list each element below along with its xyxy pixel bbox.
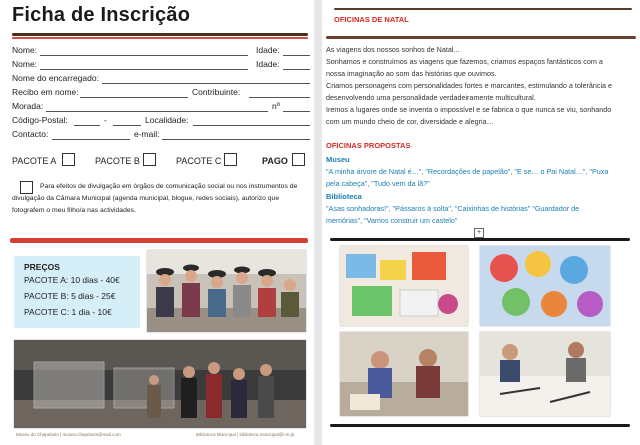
- intro-line-5: desenvolvendo uma personalidade verdadeiramente multicultural.: [326, 93, 536, 102]
- workshop-craft-photo-1: [340, 246, 468, 326]
- pacote-b-checkbox[interactable]: [143, 153, 156, 166]
- footer-museu-name: Museu do Chapelaria: [16, 432, 59, 437]
- price-pacote-c: PACOTE C: 1 dia - 10€: [24, 307, 112, 317]
- morada-input[interactable]: [46, 111, 268, 112]
- form-title: Ficha de Inscrição: [12, 4, 191, 26]
- consent-line-1: Para efeitos de divulgação em órgãos de comunicação social ou nos instrumentos de: [40, 183, 298, 190]
- nome-label-2: Nome:: [12, 59, 38, 69]
- footer-separator: |: [237, 432, 239, 437]
- idade-label-1: Idade:: [256, 45, 280, 55]
- localidade-input[interactable]: [193, 125, 310, 126]
- section-brush-stroke: [10, 238, 308, 243]
- price-pacote-b: PACOTE B: 5 dias - 25€: [24, 291, 116, 301]
- idade-label-2: Idade:: [256, 59, 280, 69]
- museu-workshops-line-1: "A minha árvore de Natal é…", "Recordações de papelão", "E se… o Pai Natal…", "Puxa: [326, 167, 609, 176]
- consent-line-2: divulgação da Câmara Municipal (agenda municipal, blogue, redes sociais), autorizo que: [12, 195, 280, 202]
- children-group-photo: [147, 250, 306, 332]
- nome-input-2[interactable]: [40, 69, 248, 70]
- contribuinte-input[interactable]: [249, 97, 310, 98]
- idade-input-2[interactable]: [283, 69, 310, 70]
- pacote-a-checkbox[interactable]: [62, 153, 75, 166]
- idade-input-1[interactable]: [283, 55, 310, 56]
- intro-line-6: Iremos a lugares onde se inventa o impossível e se fabrica o que nunca se viu, sonhando: [326, 105, 612, 114]
- recibo-input[interactable]: [80, 97, 188, 98]
- codigo-postal-input-2[interactable]: [113, 125, 141, 126]
- pacote-c-label: PACOTE C: [176, 156, 222, 166]
- intro-line-2: Sonhamos e construímos as viagens que fazemos, criamos espaços fantásticos com a: [326, 57, 603, 66]
- footer-biblioteca-name: Biblioteca Municipal: [196, 432, 236, 437]
- footer-museu: [16, 432, 121, 437]
- pacote-b-label: PACOTE B: [95, 156, 140, 166]
- pacote-a-label: PACOTE A: [12, 156, 57, 166]
- recibo-label: Recibo em nome:: [12, 87, 79, 97]
- footer-biblioteca-email[interactable]: biblioteca.municipal@cm.pt: [239, 432, 295, 437]
- title-brush-stroke: [12, 33, 308, 36]
- header-brush-stroke: [334, 8, 632, 10]
- intro-line-3: nossa imaginação ao som das histórias que ouvimos.: [326, 69, 497, 78]
- proposals-title: OFICINAS PROPOSTAS: [326, 141, 411, 150]
- pago-label: PAGO: [262, 156, 288, 166]
- encarregado-input[interactable]: [102, 83, 310, 84]
- email-label: e-mail:: [134, 129, 160, 139]
- museu-workshops-line-2: pela cabeça", "Tudo vem da lã?": [326, 179, 430, 188]
- pacote-c-checkbox[interactable]: [224, 153, 237, 166]
- page-gutter: [314, 0, 322, 445]
- footer-museu-email[interactable]: museu.chapelaria@mail.com: [62, 432, 121, 437]
- codigo-postal-dash: -: [104, 115, 107, 125]
- intro-line-1: As viagens dos nossos sonhos de Natal...: [326, 45, 460, 54]
- intro-line-7: com um mundo cheio de cor, diversidade e alegria…: [326, 117, 494, 126]
- consent-line-3: fotografem o meu filho/a nas actividades.: [12, 207, 136, 214]
- encarregado-label: Nome do encarregado:: [12, 73, 99, 83]
- email-input[interactable]: [162, 139, 310, 140]
- contribuinte-label: Contribuinte:: [192, 87, 241, 97]
- bottom-brush-stroke: [330, 424, 630, 427]
- photo-brush-stroke: [330, 238, 630, 241]
- registration-form-page: [0, 0, 314, 445]
- workshops-info-page: [322, 0, 640, 445]
- contacto-label: Contacto:: [12, 129, 49, 139]
- title-brush-stroke-red: [12, 37, 308, 39]
- footer-biblioteca: [196, 432, 294, 437]
- codigo-postal-label: Código-Postal:: [12, 115, 68, 125]
- workshop-drawing-photo: [480, 332, 610, 416]
- prices-title: PREÇOS: [24, 262, 60, 272]
- localidade-label: Localidade:: [145, 115, 189, 125]
- plus-symbol: +: [476, 229, 482, 236]
- museum-visit-photo: [14, 340, 306, 428]
- morada-label: Morada:: [12, 101, 44, 111]
- nome-label-1: Nome:: [12, 45, 38, 55]
- price-pacote-a: PACOTE A: 10 dias - 40€: [24, 275, 120, 285]
- pago-checkbox[interactable]: [292, 153, 305, 166]
- biblioteca-workshops-line-1: "Asas sonhadoras!", "Pássaros à solta", "Caixinhas de histórias" "Guardador de: [326, 204, 580, 213]
- workshop-paint-cups-photo: [480, 246, 610, 326]
- nome-input-1[interactable]: [40, 55, 248, 56]
- museu-subtitle: Museu: [326, 155, 350, 164]
- workshops-title: OFICINAS DE NATAL: [334, 15, 409, 24]
- prices-box: [14, 256, 140, 328]
- workshop-children-table-photo: [340, 332, 468, 416]
- codigo-postal-input-1[interactable]: [74, 125, 100, 126]
- intro-line-4: Criamos personagens com personalidades fortes e marcantes, estimulando a tolerância e: [326, 81, 613, 90]
- numero-input[interactable]: [283, 111, 310, 112]
- header-brush-stroke-2: [326, 36, 636, 39]
- numero-label: nº: [272, 101, 280, 111]
- biblioteca-subtitle: Biblioteca: [326, 192, 362, 201]
- contacto-input[interactable]: [52, 139, 130, 140]
- add-handle-icon[interactable]: [474, 228, 484, 238]
- biblioteca-workshops-line-2: memórias", "Vamos construir um castelo": [326, 216, 458, 225]
- footer-separator: |: [60, 432, 62, 437]
